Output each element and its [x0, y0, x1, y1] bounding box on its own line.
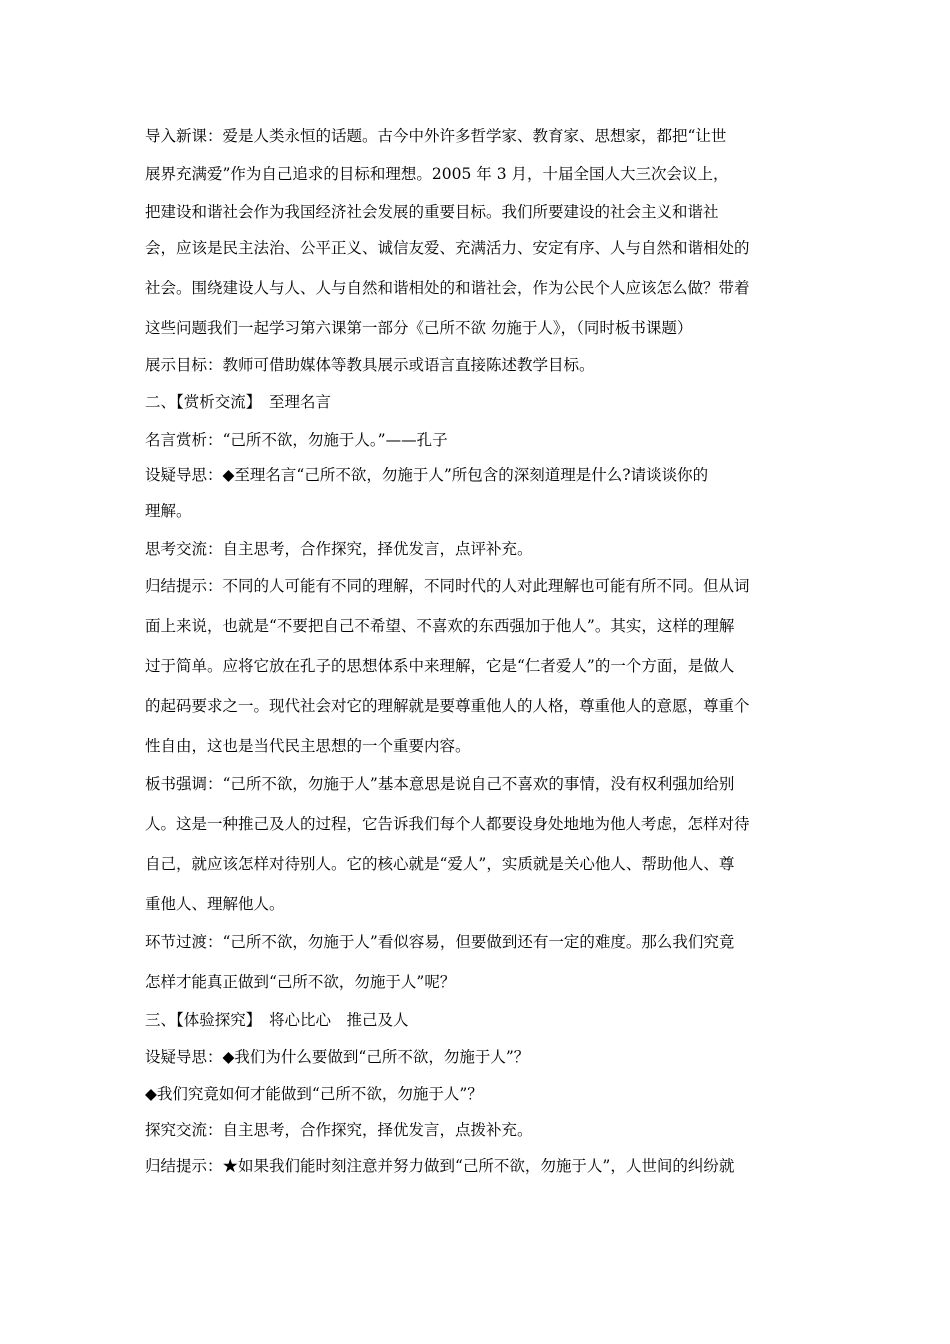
paragraph-line: 自己，就应该怎样对待别人。它的核心就是“爱人”，实质就是关心他人、帮助他人、尊 [145, 855, 735, 873]
paragraph-line: 性自由，这也是当代民主思想的一个重要内容。 [145, 737, 471, 755]
paragraph-line: 设疑导思：◆我们为什么要做到“己所不欲，勿施于人”？ [145, 1048, 530, 1066]
section-heading: 二、【赏析交流】 至理名言 [145, 393, 332, 411]
paragraph-line: 理解。 [145, 502, 192, 520]
paragraph-line: 板书强调：“己所不欲，勿施于人”基本意思是说自己不喜欢的事情，没有权利强加给别 [145, 775, 735, 793]
paragraph-line: 过于简单。应将它放在孔子的思想体系中来理解，它是“仁者爱人”的一个方面，是做人 [145, 657, 735, 675]
paragraph-line: 的起码要求之一。现代社会对它的理解就是要尊重他人的人格，尊重他人的意愿，尊重个 [145, 697, 750, 715]
paragraph-line: 展示目标：教师可借助媒体等教具展示或语言直接陈述教学目标。 [145, 356, 595, 374]
paragraph-line: 名言赏析：“己所不欲，勿施于人。”——孔子 [145, 431, 448, 449]
paragraph-line: 怎样才能真正做到“己所不欲，勿施于人”呢？ [145, 973, 456, 991]
paragraph-line: 社会。围绕建设人与人、人与自然和谐相处的和谐社会，作为公民个人应该怎么做？带着 [145, 279, 750, 297]
paragraph-line: 这些问题我们一起学习第六课第一部分《己所不欲 勿施于人》，（同时板书课题） [145, 319, 693, 337]
paragraph-line: 把建设和谐社会作为我国经济社会发展的重要目标。我们所要建设的社会主义和谐社 [145, 203, 719, 221]
paragraph-line: 探究交流：自主思考，合作探究，择优发言，点拨补充。 [145, 1121, 533, 1139]
paragraph-line: 展界充满爱”作为自己追求的目标和理想。2005 年 3 月，十届全国人大三次会议上， [145, 165, 729, 183]
paragraph-line: 思考交流：自主思考，合作探究，择优发言，点评补充。 [145, 540, 533, 558]
paragraph-line: ◆我们究竟如何才能做到“己所不欲，勿施于人”？ [145, 1085, 483, 1103]
paragraph-line: 归结提示：★如果我们能时刻注意并努力做到“己所不欲，勿施于人”，人世间的纠纷就 [145, 1157, 735, 1175]
paragraph-line: 归结提示：不同的人可能有不同的理解，不同时代的人对此理解也可能有所不同。但从词 [145, 577, 750, 595]
paragraph-line: 会，应该是民主法治、公平正义、诚信友爱、充满活力、安定有序、人与自然和谐相处的 [145, 239, 750, 257]
section-heading: 三、【体验探究】 将心比心 推己及人 [145, 1011, 409, 1029]
paragraph-line: 面上来说，也就是“不要把自己不希望、不喜欢的东西强加于他人”。其实，这样的理解 [145, 617, 735, 635]
paragraph-line: 环节过渡：“己所不欲，勿施于人”看似容易，但要做到还有一定的难度。那么我们究竟 [145, 933, 735, 951]
paragraph-line: 人。这是一种推己及人的过程，它告诉我们每个人都要设身处地地为他人考虑，怎样对待 [145, 815, 750, 833]
paragraph-line: 导入新课：爱是人类永恒的话题。古今中外许多哲学家、教育家、思想家，都把“让世 [145, 127, 727, 145]
paragraph-line: 设疑导思：◆至理名言“己所不欲，勿施于人”所包含的深刻道理是什么?请谈谈你的 [145, 466, 709, 484]
paragraph-line: 重他人、理解他人。 [145, 895, 285, 913]
